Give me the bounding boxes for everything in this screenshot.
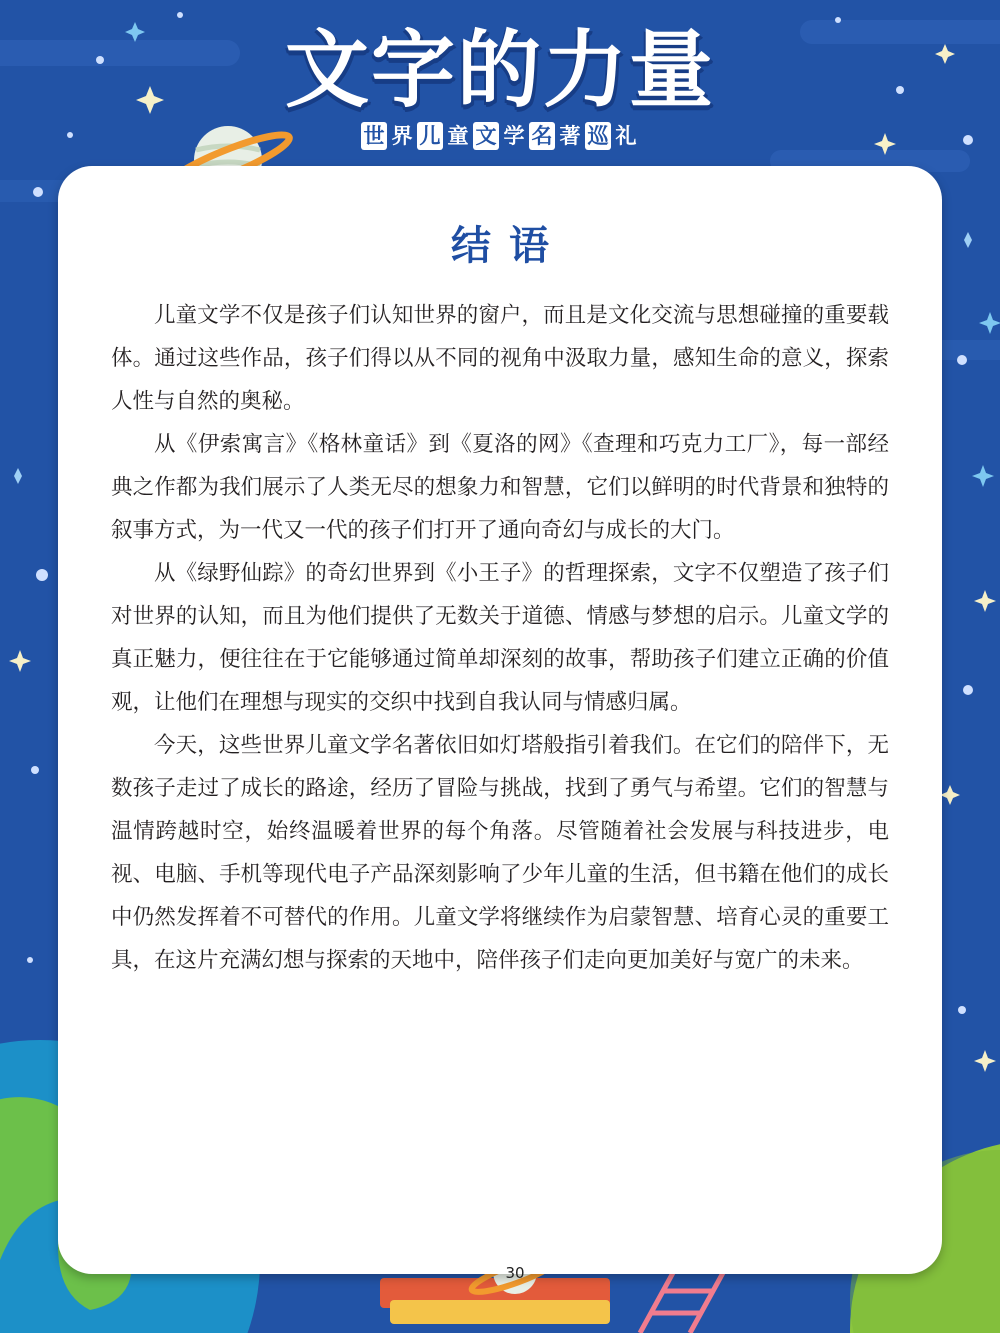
- paragraph: 儿童文学不仅是孩子们认知世界的窗户，而且是文化交流与思想碰撞的重要载体。通过这些作品，孩子们得以从不同的视角中汲取力量，感知生命的意义，探索人性与自然的奥秘。: [111, 303, 889, 414]
- page-header: [0, 0, 1000, 170]
- book-title: 文字的力量: [284, 21, 715, 119]
- book-subtitle: [0, 122, 1000, 150]
- paragraph: 今天，这些世界儿童文学名著依旧如灯塔般指引着我们。在它们的陪伴下，无数孩子走过了成长的路途，经历了冒险与挑战，找到了勇气与希望。它们的智慧与温情跨越时空，始终温暖着世界的每个角落。尽管随着社会发展与科技进步，电视、电脑、手机等现代电子产品深刻影响了少年儿童的生活，但书籍在他们的成长中仍然发挥着不可替代的作用。儿童文学将继续作为启蒙智慧、培育心灵的重要工具，在这片充满幻想与探索的天地中，陪伴孩子们走向更加美好与宽广的未来。: [111, 733, 889, 973]
- paragraph: 从《绿野仙踪》的奇幻世界到《小王子》的哲理探索，文字不仅塑造了孩子们对世界的认知，而且为他们提供了无数关于道德、情感与梦想的启示。儿童文学的真正魅力，便往往在于它能够通过简单却深刻的故事，帮助孩子们建立正确的价值观，让他们在理想与现实的交织中找到自我认同与情感归属。: [111, 561, 889, 715]
- paragraph: 从《伊索寓言》《格林童话》到《夏洛的网》《查理和巧克力工厂》，每一部经典之作都为我们展示了人类无尽的想象力和智慧，它们以鲜明的时代背景和独特的叙事方式，为一代又一代的孩子们打开了通向奇幻与成长的大门。: [111, 432, 889, 543]
- subtitle-char: 文: [473, 122, 499, 150]
- subtitle-char: 儿: [417, 122, 443, 150]
- subtitle-char: 礼: [615, 124, 637, 148]
- subtitle-char: 巡: [585, 122, 611, 150]
- subtitle-char: 学: [503, 124, 525, 148]
- subtitle-char: 世: [361, 122, 387, 150]
- body-text: [111, 294, 889, 982]
- subtitle-char: 著: [559, 124, 581, 148]
- subtitle-char: 名: [529, 122, 555, 150]
- subtitle-char: 童: [447, 124, 469, 148]
- subtitle-char: 界: [391, 124, 413, 148]
- section-title: 结语: [451, 223, 567, 269]
- page-number: 30: [505, 1264, 525, 1282]
